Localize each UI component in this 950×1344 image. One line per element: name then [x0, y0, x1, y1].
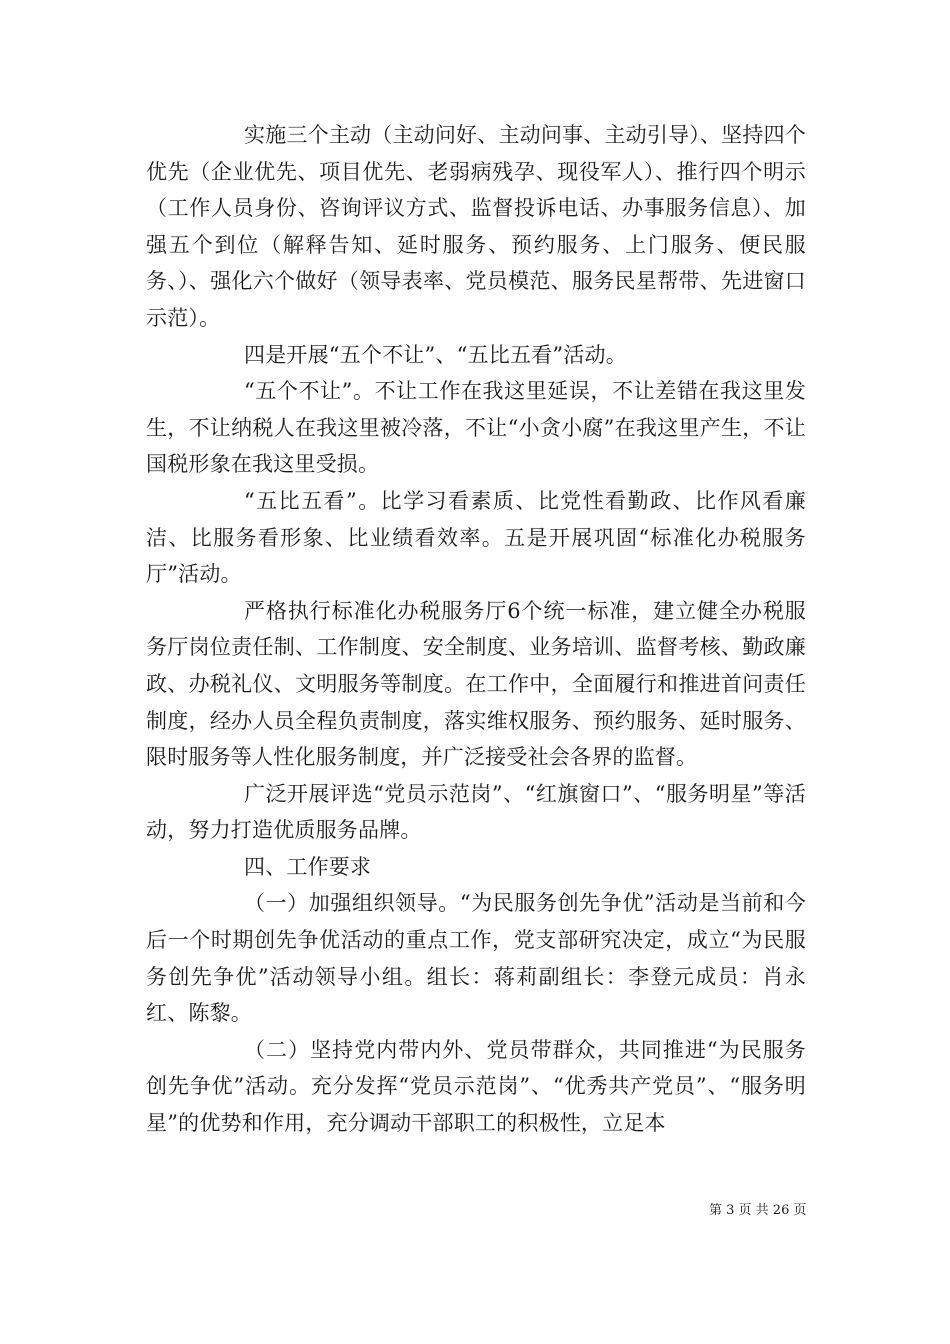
page-number-footer: 第 3 页 共 26 页 [709, 1203, 807, 1218]
paragraph-organization-leadership: （一）加强组织领导。“为民服务创先争优”活动是当前和今后一个时期创先争优活动的重点工作，党支部研究决定，成立“为民服务创先争优”活动领导小组。组长：蒋莉副组长：李登元成员：肖永红、陈黎。 [146, 891, 806, 1026]
paragraph-item-four-heading: 四是开展“五个不让”、“五比五看”活动。 [244, 342, 627, 367]
section-heading-work-requirements: 四、工作要求 [244, 854, 372, 879]
paragraph-party-members-lead: （二）坚持党内带内外、党员带群众，共同推进“为民服务创先争优”活动。充分发挥“党员示范岗”、“优秀共产党员”、“服务明星”的优势和作用，充分调动干部职工的积极性，立足本 [146, 1037, 806, 1136]
paragraph-five-compares: “五比五看”。比学习看素质、比党性看勤政、比作风看廉洁、比服务看形象、比业绩看效率。五是开展巩固“标准化办税服务厅”活动。 [146, 488, 806, 587]
paragraph-five-not-allows: “五个不让”。不让工作在我这里延误，不让差错在我这里发生，不让纳税人在我这里被冷落，不让“小贪小腐”在我这里产生，不让国税形象在我这里受损。 [146, 379, 806, 477]
document-body [146, 117, 806, 1142]
paragraph-selection-activities: 广泛开展评选“党员示范岗”、“红旗窗口”、“服务明星”等活动，努力打造优质服务品牌。 [146, 781, 806, 843]
paragraph-three-actives: 实施三个主动（主动问好、主动问事、主动引导）、坚持四个优先（企业优先、项目优先、老弱病残孕、现役军人）、推行四个明示（工作人员身份、咨询评议方式、监督投诉电话、办事服务信息）、加强五个到位（解释告知、延时服务、预约服务、上门服务、便民服务、）、强化六个做好（领导表率、党员模范、服务民星帮带、先进窗口示范）。 [146, 123, 806, 330]
paragraph-standardization: 严格执行标准化办税服务厅6个统一标准，建立健全办税服务厅岗位责任制、工作制度、安全制度、业务培训、监督考核、勤政廉政、办税礼仪、文明服务等制度。在工作中，全面履行和推进首问责任制度，经办人员全程负责制度，落实维权服务、预约服务、延时服务、限时服务等人性化服务制度，并广泛接受社会各界的监督。 [146, 598, 806, 770]
